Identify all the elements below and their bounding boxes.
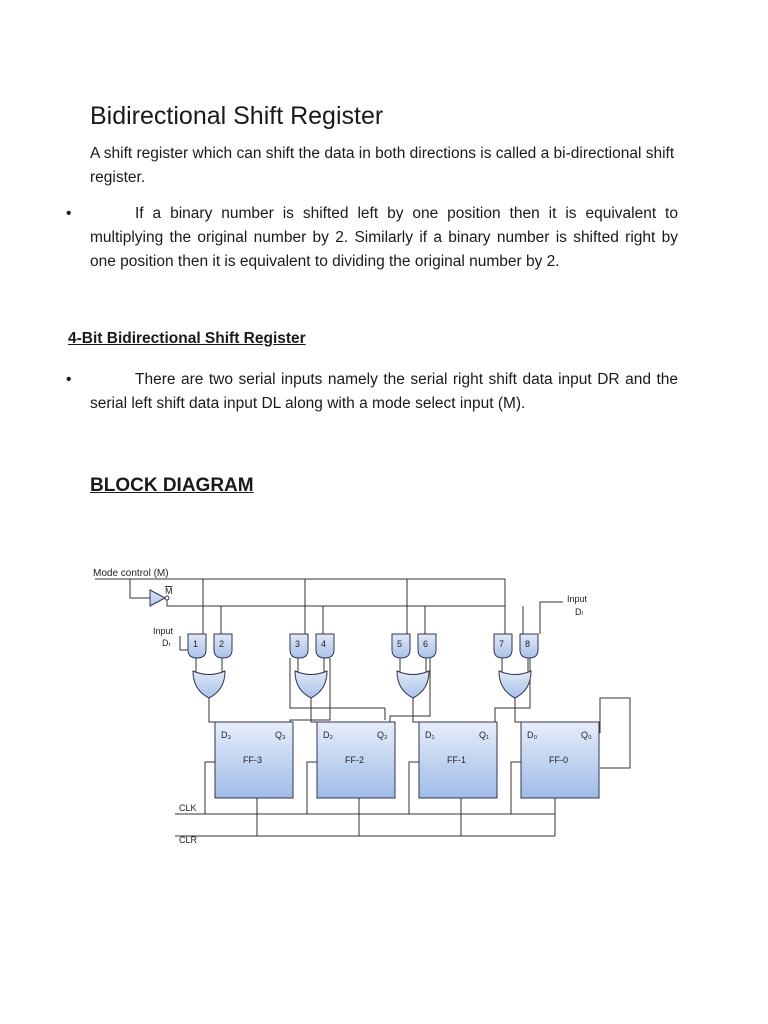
flip-flop-ff0 [521,722,599,798]
bullet-item [66,368,678,416]
ff-d-label: D₀ [527,730,538,740]
ff-q-label: Q₃ [275,730,286,740]
gate-label: 2 [219,639,225,649]
mode-control-label: Mode control (M) [93,568,169,579]
ff-name-label: FF-3 [243,755,262,765]
ff-d-label: D₂ [323,730,333,740]
flip-flop-ff1 [419,722,497,798]
ff-name-label: FF-2 [345,755,364,765]
clr-label: CLR [179,835,198,845]
or-gates [193,671,531,698]
input-left-sub: Dᵣ [162,638,171,648]
gate-label: 5 [397,639,403,649]
block-diagram-heading: BLOCK DIAGRAM [90,475,254,496]
gate-label: 1 [193,639,199,649]
clk-label: CLK [179,803,197,813]
bullet-text: There are two serial inputs namely the serial right shift data input DR and the serial left shift data input DL along with a mode select input (M). [90,371,678,412]
input-left-label: Input [153,626,174,636]
ff-name-label: FF-1 [447,755,466,765]
flip-flop-ff3 [215,722,293,798]
ff-d-label: D₁ [425,730,435,740]
bullet-item [66,202,678,274]
gate-label: 4 [321,639,327,649]
gate-label: 3 [295,639,301,649]
input-right-label: Input [567,594,588,604]
bullet-dot: • [66,205,72,222]
input-right-sub: Dₗ [575,607,583,617]
ff-name-label: FF-0 [549,755,568,765]
bullet-text: If a binary number is shifted left by one position then it is equivalent to multiplying the original number by 2. Similarly if a binary number is shifted right by one position then it is equivalent to dividing the original number by 2. [90,205,678,270]
and-gates [188,634,538,658]
shift-register-diagram [85,558,645,858]
gate-numbers [193,639,530,649]
ff-q-label: Q₀ [581,730,592,740]
ff-q-label: Q₂ [377,730,388,740]
ff-d-label: D₃ [221,730,232,740]
page-title: Bidirectional Shift Register [90,102,384,130]
intro-paragraph: A shift register which can shift the data in both directions is called a bi-directional shift register. [90,145,675,186]
gate-label: 6 [423,639,429,649]
ff-q-label: Q₁ [479,730,490,740]
bullet-dot: • [66,371,72,388]
gate-label: 8 [525,639,531,649]
gate-label: 7 [499,639,505,649]
section-subheading: 4-Bit Bidirectional Shift Register [68,330,306,347]
mbar-label: M [165,586,173,596]
flip-flop-ff2 [317,722,395,798]
